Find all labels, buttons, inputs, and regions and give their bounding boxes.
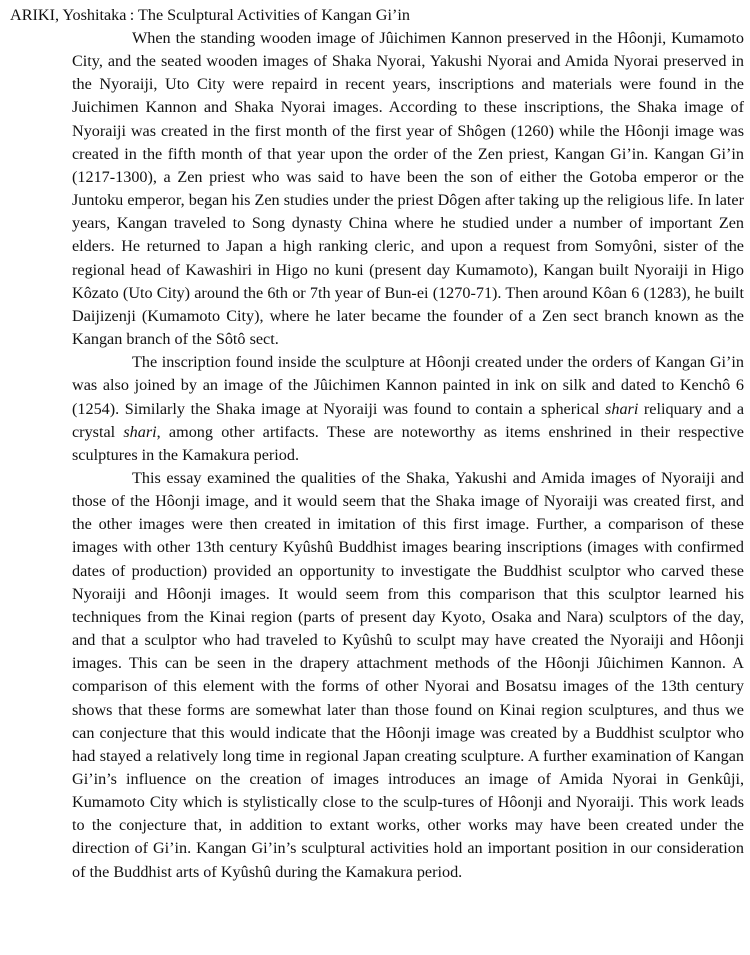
article-heading: ARIKI, Yoshitaka : The Sculptural Activities of Kangan Gi’in: [10, 6, 410, 24]
paragraph-2-text-c: , among other artifacts. These are noteworthy as items enshrined in their respective sculptures in the Kamakura period.: [72, 422, 744, 464]
paragraph-2-text-a: The inscription found inside the sculpture at Hôonji created under the orders of Kangan Gi’in was also joined by an image of the Jûichimen Kannon painted in ink on silk and dated to Kenchô 6 (1254). Similarly the Shaka image at Nyoraiji was found to contain a spherical: [72, 353, 744, 418]
paragraph-1-text: When the standing wooden image of Jûichimen Kannon preserved in the Hôonji, Kumamoto City, and the seated wooden images of Shaka Nyorai, Yakushi Nyorai and Amida Nyorai preserved in the Nyoraiji, Uto City were repaird in recent years, inscriptions and materials were found in the Juichimen Kannon and Shaka Nyorai images. According to these inscriptions, the Shaka image of Nyoraiji was created in the first month of the first year of Shôgen (1260) while the Hôonji image was created in the fifth month of that year upon the order of the Zen priest, Kangan Gi’in. Kangan Gi’in (1217-1300), a Zen priest who was said to have been the son of either the Gotoba emperor or the Juntoku emperor, began his Zen studies under the priest Dôgen after taking up the religious life. In later years, Kangan traveled to Song dynasty China where he studied under a number of important Zen elders. He returned to Japan a high ranking cleric, and upon a request from Somyôni, sister of the regional head of Kawashiri in Higo no kuni (present day Kumamoto), Kangan built Nyoraiji in Higo Kôzato (Uto City) around the 6th or 7th year of Bun-ei (1270-71). Then around Kôan 6 (1283), he built Daijizenji (Kumamoto City), where he later became the founder of a Zen sect branch known as the Kangan branch of the Sôtô sect.: [72, 29, 744, 349]
paragraph-1: [10, 27, 744, 351]
paragraph-2-italic-shari-2: shari: [123, 422, 157, 441]
paragraph-2: [10, 351, 744, 467]
document-page: [10, 0, 744, 884]
article-body: [10, 27, 744, 884]
paragraph-3-text: This essay examined the qualities of the Shaka, Yakushi and Amida images of Nyoraiji and those of the Hôonji image, and it would seem that the Shaka image of Nyoraiji was created first, and the other images were then created in imitation of this first image. Further, a comparison of these images with other 13th century Kyûshû Buddhist images bearing inscriptions (images with confirmed dates of production) provided an opportunity to investigate the Buddhist sculptor who carved these Nyoraiji and Hôonji images. It would seem from this comparison that this sculptor learned his techniques from the Kinai region (parts of present day Kyoto, Osaka and Nara) sculptors of the day, and that a sculptor who had traveled to Kyûshû to sculpt may have created the Nyoraiji and Hôonji images. This can be seen in the drapery attachment methods of the Hôonji Jûichimen Kannon. A comparison of this element with the forms of other Nyorai and Bosatsu images of the 13th century shows that these forms are somewhat later than those found on Kinai region sculptures, and thus we can conjecture that this would indicate that the Hôonji image was created by a Buddhist sculptor who had stayed a relatively long time in regional Japan creating sculpture. A further examination of Kangan Gi’in’s influence on the creation of images introduces an image of Amida Nyorai in Genkûji, Kumamoto City which is stylistically close to the sculp-tures of Hôonji and Nyoraiji. This work leads to the conjecture that, in addition to extant works, other works may have been created under the direction of Gi’in. Kangan Gi’in’s sculptural activities hold an important position in our consideration of the Buddhist arts of Kyûshû during the Kamakura period.: [72, 468, 744, 881]
paragraph-3: [10, 467, 744, 884]
paragraph-2-italic-shari-1: shari: [605, 399, 639, 418]
paragraph-2-text-b: reliquary and a crystal: [72, 399, 745, 441]
